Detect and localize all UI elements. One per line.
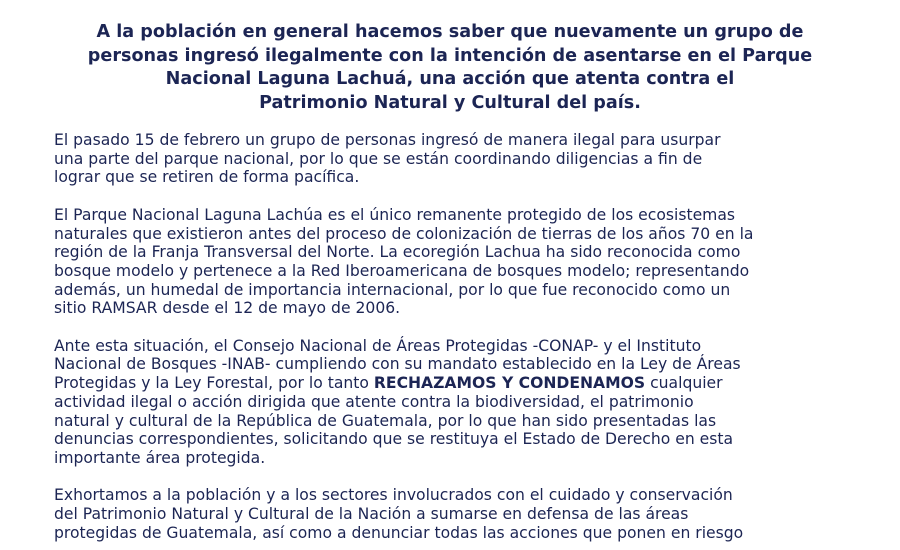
paragraph-line: sitio RAMSAR desde el 12 de mayo de 2006. (54, 299, 401, 318)
paragraph-line: Nacional de Bosques -INAB- cumpliendo con su mandato establecido en la Ley de Áreas (54, 355, 741, 374)
paragraph-line: natural y cultural de la República de Guatemala, por lo que han sido presentadas las (54, 411, 717, 430)
line-end: cualquier (645, 374, 723, 393)
paragraph-line: El pasado 15 de febrero un grupo de personas ingresó de manera ilegal para usurpar (54, 131, 721, 149)
paragraph-line: protegidas de Guatemala, así como a denunciar todas las acciones que ponen en riesgo (54, 523, 744, 542)
paragraph-line: Ante esta situación, el Consejo Nacional de Áreas Protegidas -CONAP- y el Instituto (54, 336, 702, 355)
headline-line: Patrimonio Natural y Cultural del país. (259, 92, 641, 113)
statement-body (54, 131, 854, 550)
paragraph-line: región de la Franja Transversal del Norte. La ecoregión Lachua ha sido reconocida como (54, 243, 741, 262)
paragraph-line: lograr que se retiren de forma pacífica. (54, 168, 360, 187)
headline-line: A la población en general hacemos saber que nuevamente un grupo de (96, 22, 804, 42)
headline-line: personas ingresó ilegalmente con la intención de asentarse en el Parque (87, 45, 813, 66)
paragraph-line: naturales que existieron antes del proceso de colonización de tierras de los años 70 en la (54, 224, 754, 243)
paragraph-line: del Patrimonio Natural y Cultural de la Nación a sumarse en defensa de las áreas (54, 505, 689, 524)
paragraph-line: denuncias correspondientes, solicitando que se restituya el Estado de Derecho en esta (54, 430, 734, 449)
paragraph-line: actividad ilegal o acción dirigida que atente contra la biodiversidad, el patrimonio (54, 392, 694, 411)
paragraph-line-with-emphasis (54, 374, 854, 393)
line-start: Protegidas y la Ley Forestal, por lo tanto (54, 374, 374, 393)
paragraph-line: El Parque Nacional Laguna Lachúa es el único remanente protegido de los ecosistemas (54, 205, 736, 224)
paragraph-line: una parte del parque nacional, por lo que se están coordinando diligencias a fin de (54, 149, 703, 168)
condemnation-emphasis: RECHAZAMOS Y CONDENAMOS (373, 374, 646, 393)
paragraph-line: Exhortamos a la población y a los sectores involucrados con el cuidado y conservación (54, 486, 733, 505)
statement-headline (40, 21, 860, 115)
paragraph-line: importante área protegida. (54, 448, 266, 467)
paragraph-incident (54, 131, 854, 187)
paragraph-institutional-response (54, 337, 854, 468)
paragraph-line: además, un humedal de importancia internacional, por lo que fue reconocido como un (54, 280, 731, 299)
paragraph-park-background (54, 206, 854, 318)
paragraph-call-to-action (54, 486, 854, 542)
paragraph-line: bosque modelo y pertenece a la Red Iberoamericana de bosques modelo; representando (54, 261, 750, 280)
headline-line: Nacional Laguna Lachuá, una acción que atenta contra el (165, 69, 735, 89)
